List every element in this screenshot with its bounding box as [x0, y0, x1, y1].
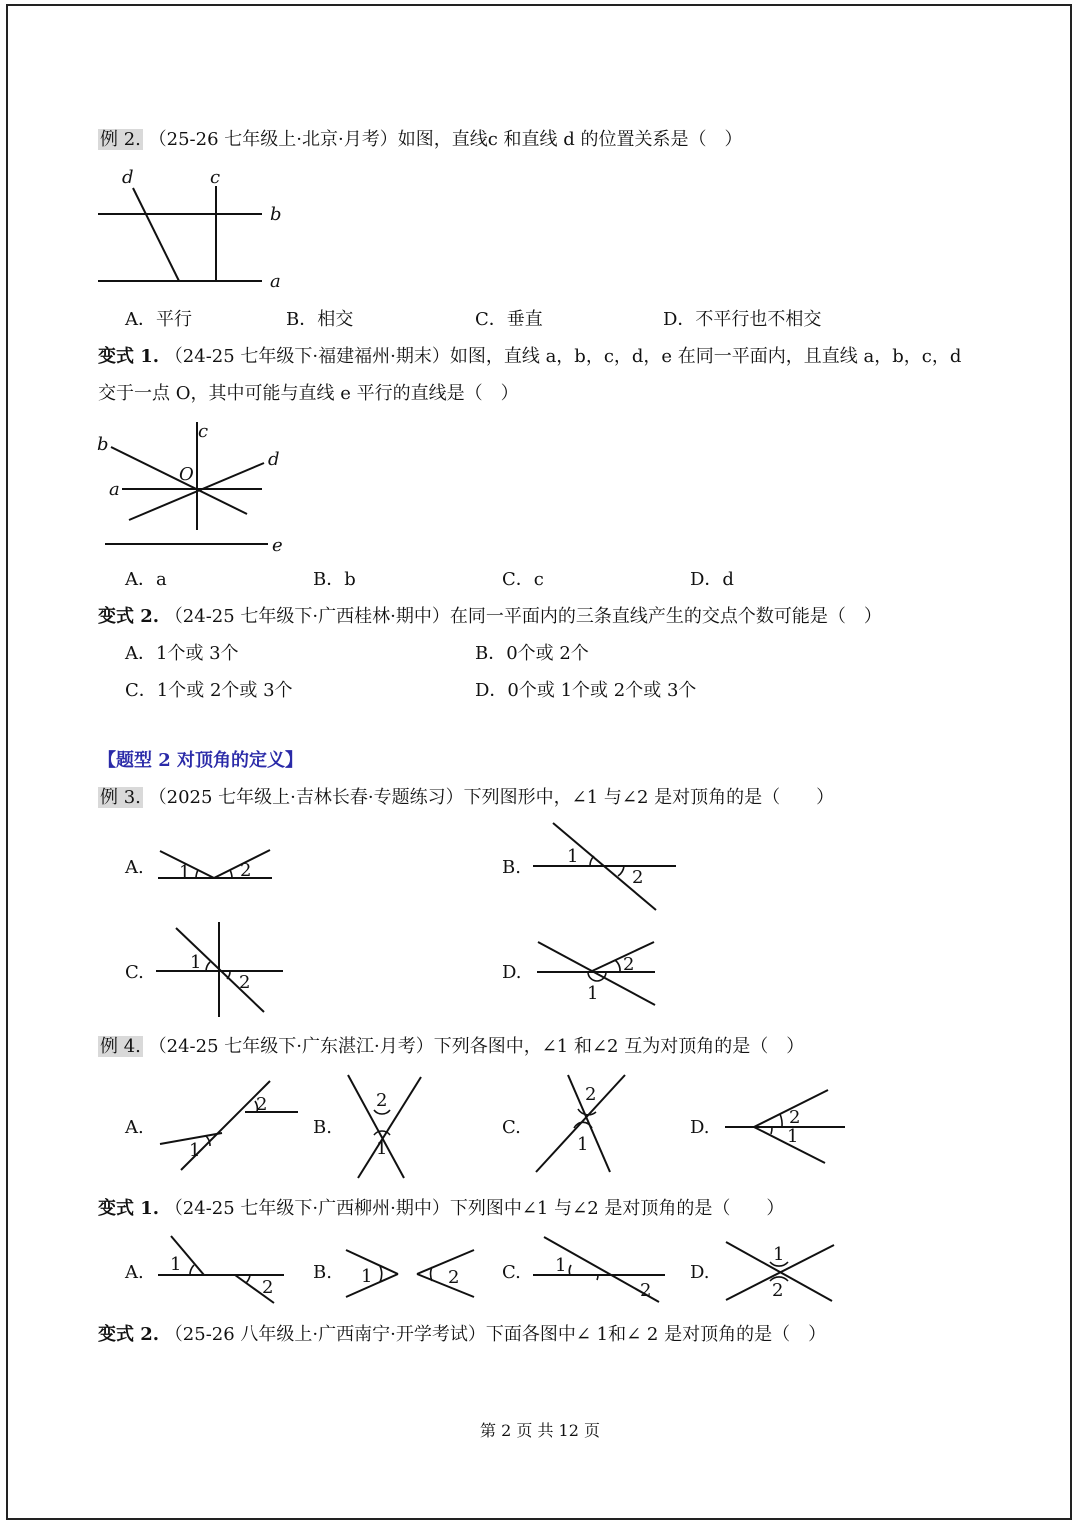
- option-a: A．平行: [125, 309, 192, 330]
- example-label: 例 3.: [100, 787, 141, 808]
- variant-1-question-line2: 交于一点 O，其中可能与直线 e 平行的直线是（ ）: [98, 383, 519, 404]
- angle-1: 1: [361, 1266, 373, 1287]
- option-b-label: B.: [502, 857, 521, 878]
- question-text: （24-25 七年级下·广西桂林·期中）在同一平面内的三条直线产生的交点个数可能是（ ）: [164, 606, 882, 627]
- angle-2: 2: [239, 972, 251, 993]
- label-b: b: [97, 434, 109, 455]
- option-c-label: C.: [125, 962, 144, 983]
- angle-1: 1: [190, 952, 202, 973]
- label-a: a: [109, 479, 120, 500]
- angle-2: 2: [585, 1084, 597, 1105]
- option-a: A．1个或 3个: [125, 643, 239, 664]
- option-c: C．c: [502, 569, 544, 590]
- label-b: b: [270, 204, 282, 225]
- option-c-label: C.: [502, 1117, 521, 1138]
- angle-2: 2: [376, 1090, 388, 1111]
- option-b: B．相交: [286, 309, 354, 330]
- label-O: O: [179, 464, 194, 485]
- angle-2: 2: [640, 1280, 652, 1301]
- option-a-label: A.: [125, 1117, 144, 1138]
- option-b: B．0个或 2个: [475, 643, 589, 664]
- option-c: C．垂直: [475, 309, 543, 330]
- option-b-label: B.: [313, 1117, 332, 1138]
- question-text: （25-26 七年级上·北京·月考）如图，直线c 和直线 d 的位置关系是（ ）: [148, 129, 743, 150]
- option-a-label: A.: [125, 1262, 144, 1283]
- angle-1: 1: [567, 846, 579, 867]
- angle-1: 1: [376, 1138, 388, 1159]
- page-footer: 第 2 页 共 12 页: [480, 1421, 600, 1440]
- variant-4-question: [98, 1323, 826, 1347]
- label-a: a: [270, 271, 281, 292]
- angle-1: 1: [773, 1244, 785, 1265]
- variant-label: 变式 2.: [98, 606, 160, 627]
- section-title: 【题型 2 对顶角的定义】: [98, 750, 304, 771]
- angle-2: 2: [632, 867, 644, 888]
- label-e: e: [272, 535, 283, 556]
- option-a: A．a: [125, 569, 167, 590]
- angle-2: 2: [789, 1107, 801, 1128]
- angle-1: 1: [555, 1255, 567, 1276]
- angle-2: 2: [256, 1094, 268, 1115]
- angle-2: 2: [240, 860, 252, 881]
- option-c: C．1个或 2个或 3个: [125, 680, 293, 701]
- label-d: d: [268, 449, 280, 470]
- question-text: （25-26 八年级上·广西南宁·开学考试）下面各图中∠ 1和∠ 2 是对顶角的是（ ）: [164, 1324, 827, 1345]
- option-d: D．0个或 1个或 2个或 3个: [475, 680, 697, 701]
- option-d-label: D.: [690, 1117, 710, 1138]
- angle-1: 1: [170, 1254, 182, 1275]
- option-d-label: D.: [502, 962, 522, 983]
- option-b: B．b: [313, 569, 356, 590]
- label-c: c: [210, 167, 221, 188]
- angle-2: 2: [623, 954, 635, 975]
- label-c: c: [198, 421, 209, 442]
- angle-1: 1: [179, 862, 191, 883]
- question-text: （24-25 七年级下·福建福州·期末）如图，直线 a，b，c，d，e 在同一平面内，且直线 a，b，c，d: [164, 346, 962, 367]
- example-label: 例 4.: [100, 1036, 141, 1057]
- option-a-label: A.: [125, 857, 144, 878]
- angle-1: 1: [587, 983, 599, 1004]
- question-text: （2025 七年级上·吉林长春·专题练习）下列图形中，∠1 与∠2 是对顶角的是（ ）: [148, 787, 835, 808]
- option-d: D．d: [690, 569, 734, 590]
- angle-2: 2: [448, 1267, 460, 1288]
- variant-label: 变式 1.: [98, 346, 160, 367]
- variant-label: 变式 1.: [98, 1198, 160, 1219]
- option-b-label: B.: [313, 1262, 332, 1283]
- label-d: d: [122, 167, 134, 188]
- option-c-label: C.: [502, 1262, 521, 1283]
- option-d-label: D.: [690, 1262, 710, 1283]
- angle-1: 1: [787, 1126, 799, 1147]
- option-d: D．不平行也不相交: [663, 309, 822, 330]
- question-text: （24-25 七年级下·广东湛江·月考）下列各图中，∠1 和∠2 互为对顶角的是（ ）: [148, 1036, 805, 1057]
- angle-1: 1: [577, 1134, 589, 1155]
- example-label: 例 2.: [100, 129, 141, 150]
- angle-2: 2: [262, 1277, 274, 1298]
- variant-label: 变式 2.: [98, 1324, 160, 1345]
- question-text: （24-25 七年级下·广西柳州·期中）下列图中∠1 与∠2 是对顶角的是（ ）: [164, 1198, 785, 1219]
- angle-1: 1: [189, 1140, 201, 1161]
- angle-2: 2: [772, 1280, 784, 1301]
